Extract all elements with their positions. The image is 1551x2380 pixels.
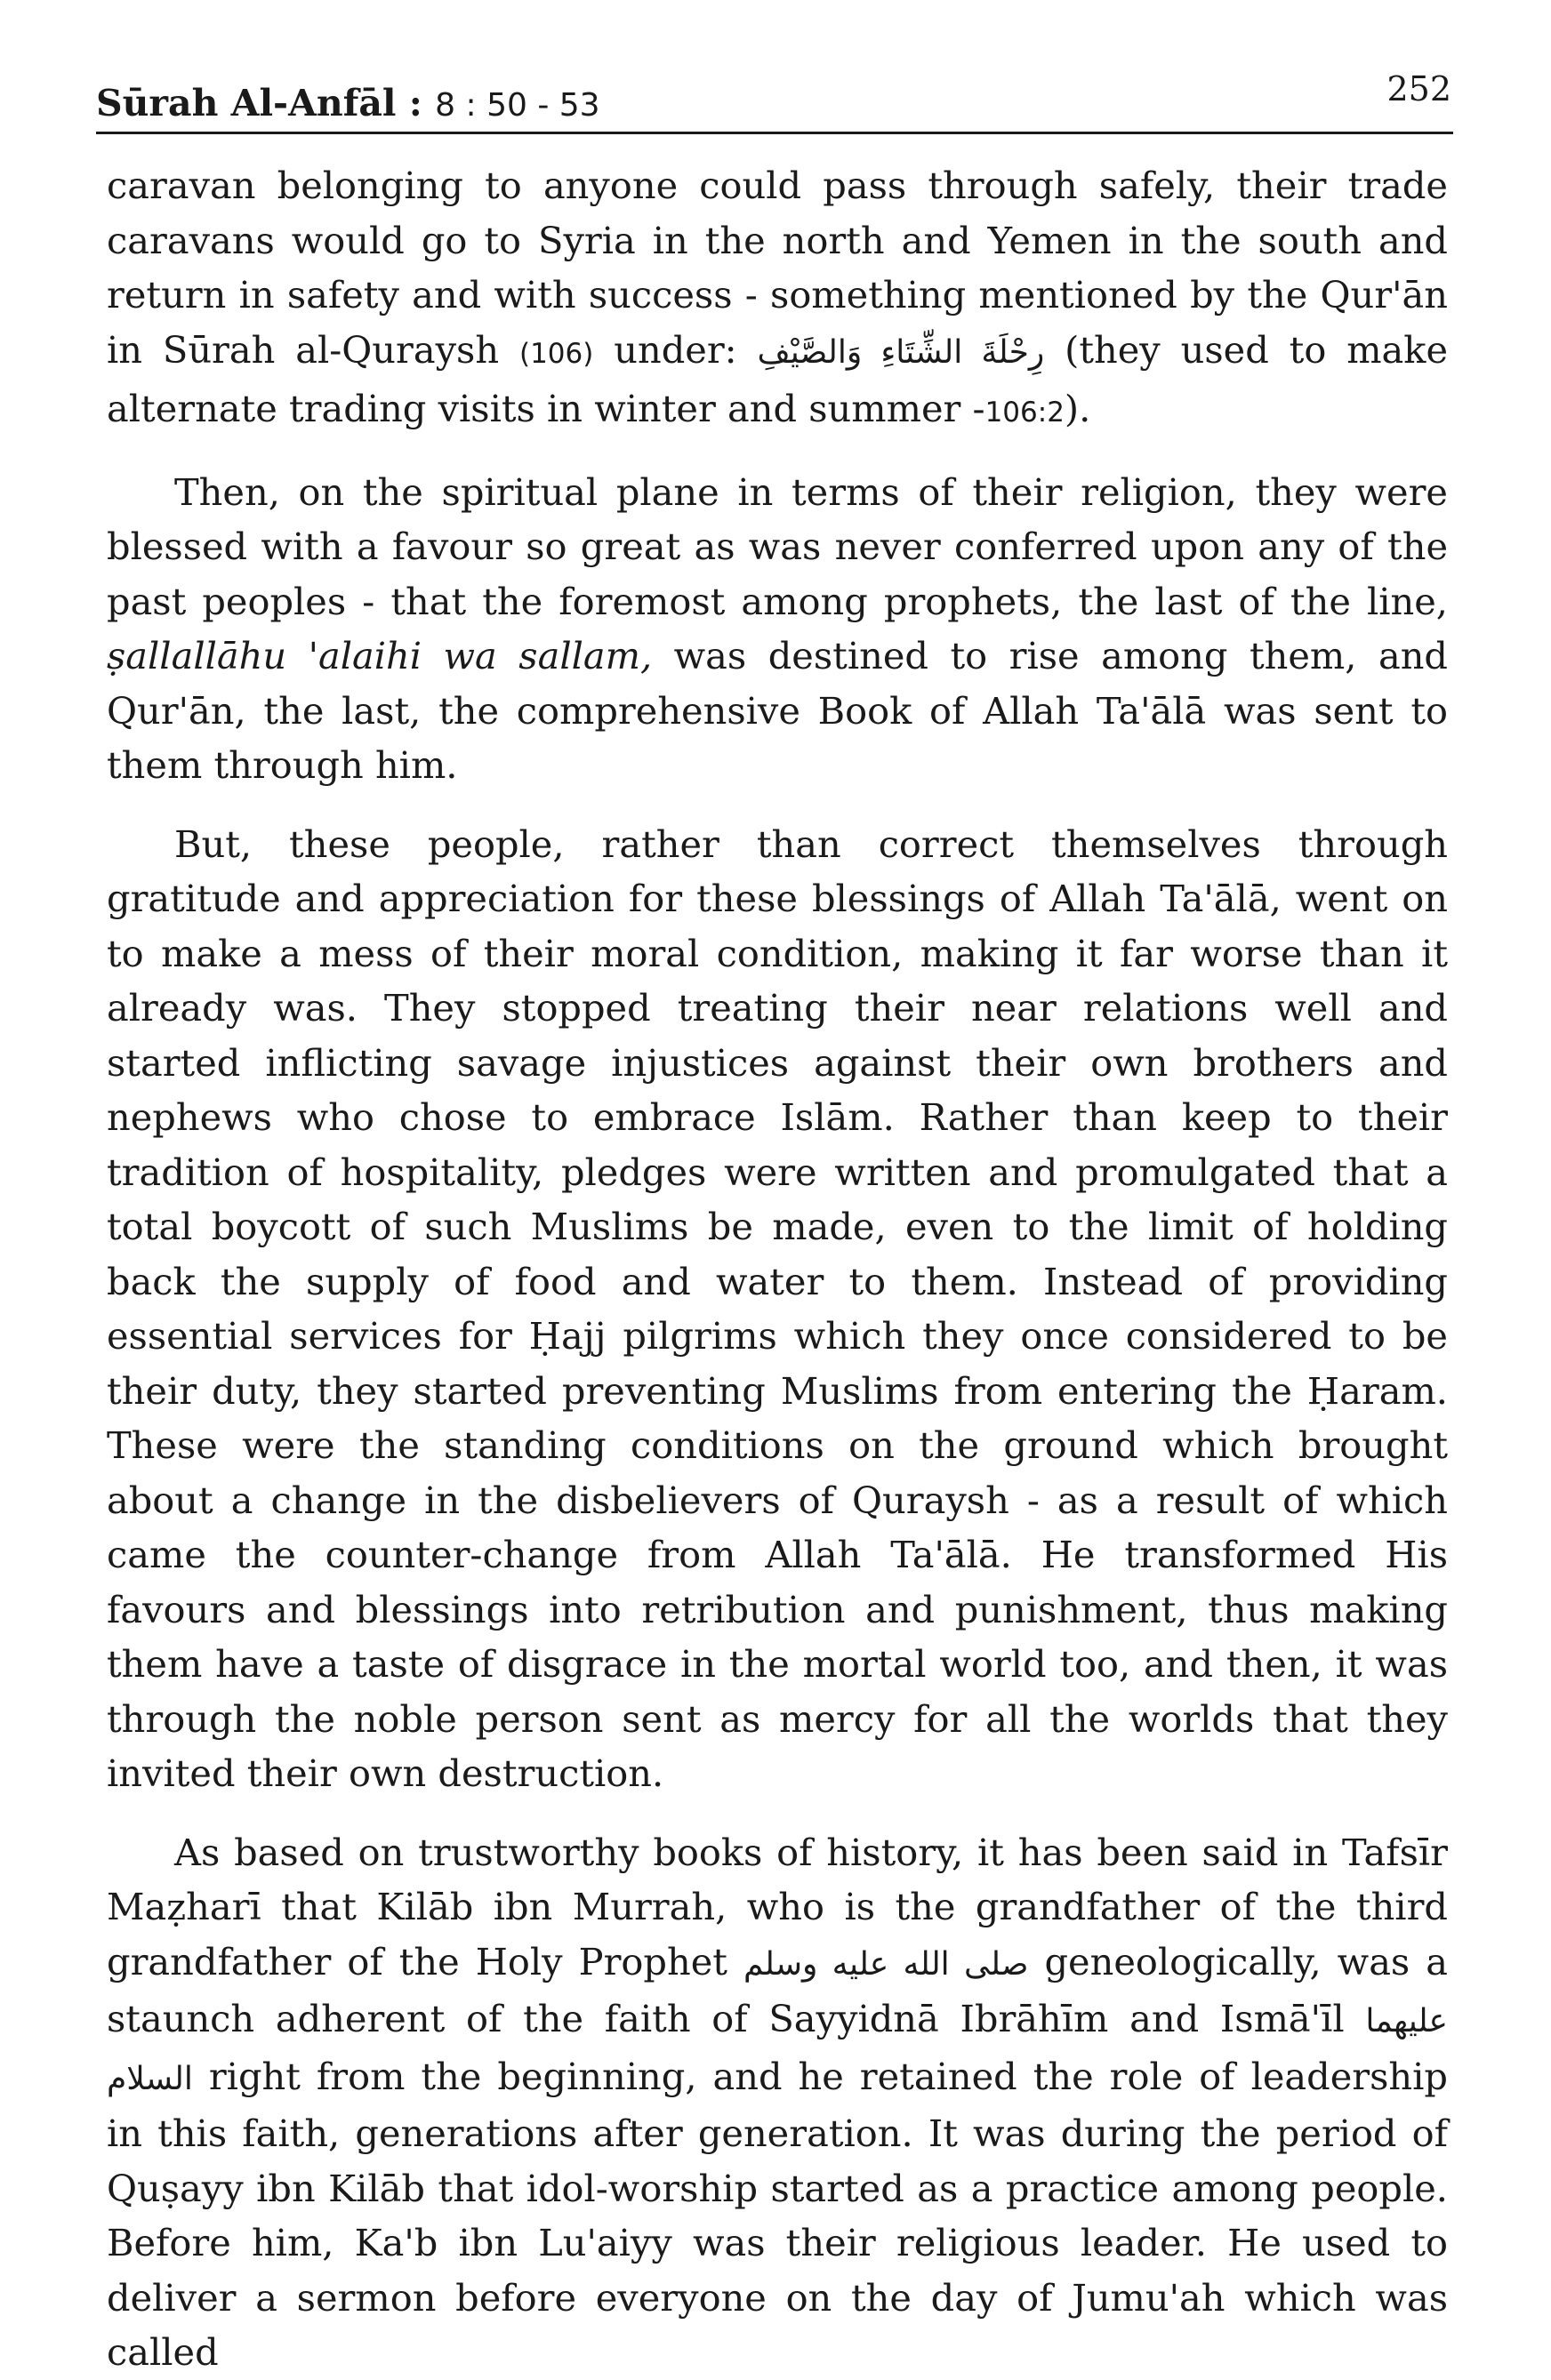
arabic-blessing: عليهما السلام (107, 2003, 1448, 2097)
surah-number: (106) (518, 337, 594, 370)
salutation-italic: ṣallallāhu 'alaihi wa sallam, (107, 634, 653, 677)
page-header (96, 69, 1453, 134)
surah-name: Sūrah Al-Anfāl (96, 82, 397, 124)
arabic-salutation: صلى الله عليه وسلم (743, 1945, 1029, 1983)
page-number: 252 (1386, 69, 1451, 108)
verse-citation: 106:2 (984, 397, 1065, 429)
page-body (107, 158, 1448, 2380)
paragraph-1: caravan belonging to anyone could pass through safely, their trade caravans would go to Syria in the north and Yemen in the south and return in safety and with success - something mentioned by the Qur'ān in Sūrah al-Quraysh (106) under: رِحْلَةَ الشِّتَاءِ وَالصَّيْفِ (they used to make alternate trading visits in winter and summer -106:2). (107, 164, 1449, 430)
arabic-quote: رِحْلَةَ الشِّتَاءِ وَالصَّيْفِ (757, 333, 1045, 371)
paragraph-4: As based on trustworthy books of history, it has been said in Tafsīr Maẓharī that Kilāb ibn Murrah, who is the grandfather of the third grandfather of the Holy Prophet صلى الله عليه وسلم geneologically, was a staunch adherent of the faith of Sayyidnā Ibrāhīm and Ismā'īl عليهما السلام right from the beginning, and he retained the role of leadership in this faith, generations after generation. It was during the period of Quṣayy ibn Kilāb that idol-worship started as a practice among people. Before him, Ka'b ibn Lu'aiyy was their religious leader. He used to deliver a sermon before everyone on the day of Jumu'ah which was called (107, 1830, 1448, 2374)
paragraph-2: Then, on the spiritual plane in terms of their religion, they were blessed with a favour so great as was never conferred upon any of the past peoples - that the foremost among prophets, the last of the line, ṣallallāhu 'alaihi wa sallam, was destined to rise among them, and Qur'ān, the last, the comprehensive Book of Allah Ta'ālā was sent to them through him. (107, 469, 1448, 787)
verse-reference: 8 : 50 - 53 (435, 87, 600, 124)
paragraph-3: But, these people, rather than correct themselves through gratitude and appreciation for these blessings of Allah Ta'ālā, went on to make a mess of their moral condition, making it far worse than it already was. They stopped treating their near relations well and started inflicting savage injustices against their own brothers and nephews who chose to embrace Islām. Rather than keep to their tradition of hospitality, pledges were written and promulgated that a total boycott of such Muslims be made, even to the limit of holding back the supply of food and water to them. Instead of providing essential services for Ḥajj pilgrims which they once considered to be their duty, they started preventing Muslims from entering the Ḥaram. These were the standing conditions on the ground which brought about a change in the disbelievers of Quraysh - as a result of which came the counter-change from Allah Ta'ālā. He transformed His favours and blessings into retribution and punishment, thus making them have a taste of disgrace in the mortal world too, and then, it was through the noble person sent as mercy for all the worlds that they invited their own destruction. (107, 821, 1448, 1795)
running-title: Sūrah Al-Anfāl : 8 : 50 - 53 (96, 82, 600, 124)
